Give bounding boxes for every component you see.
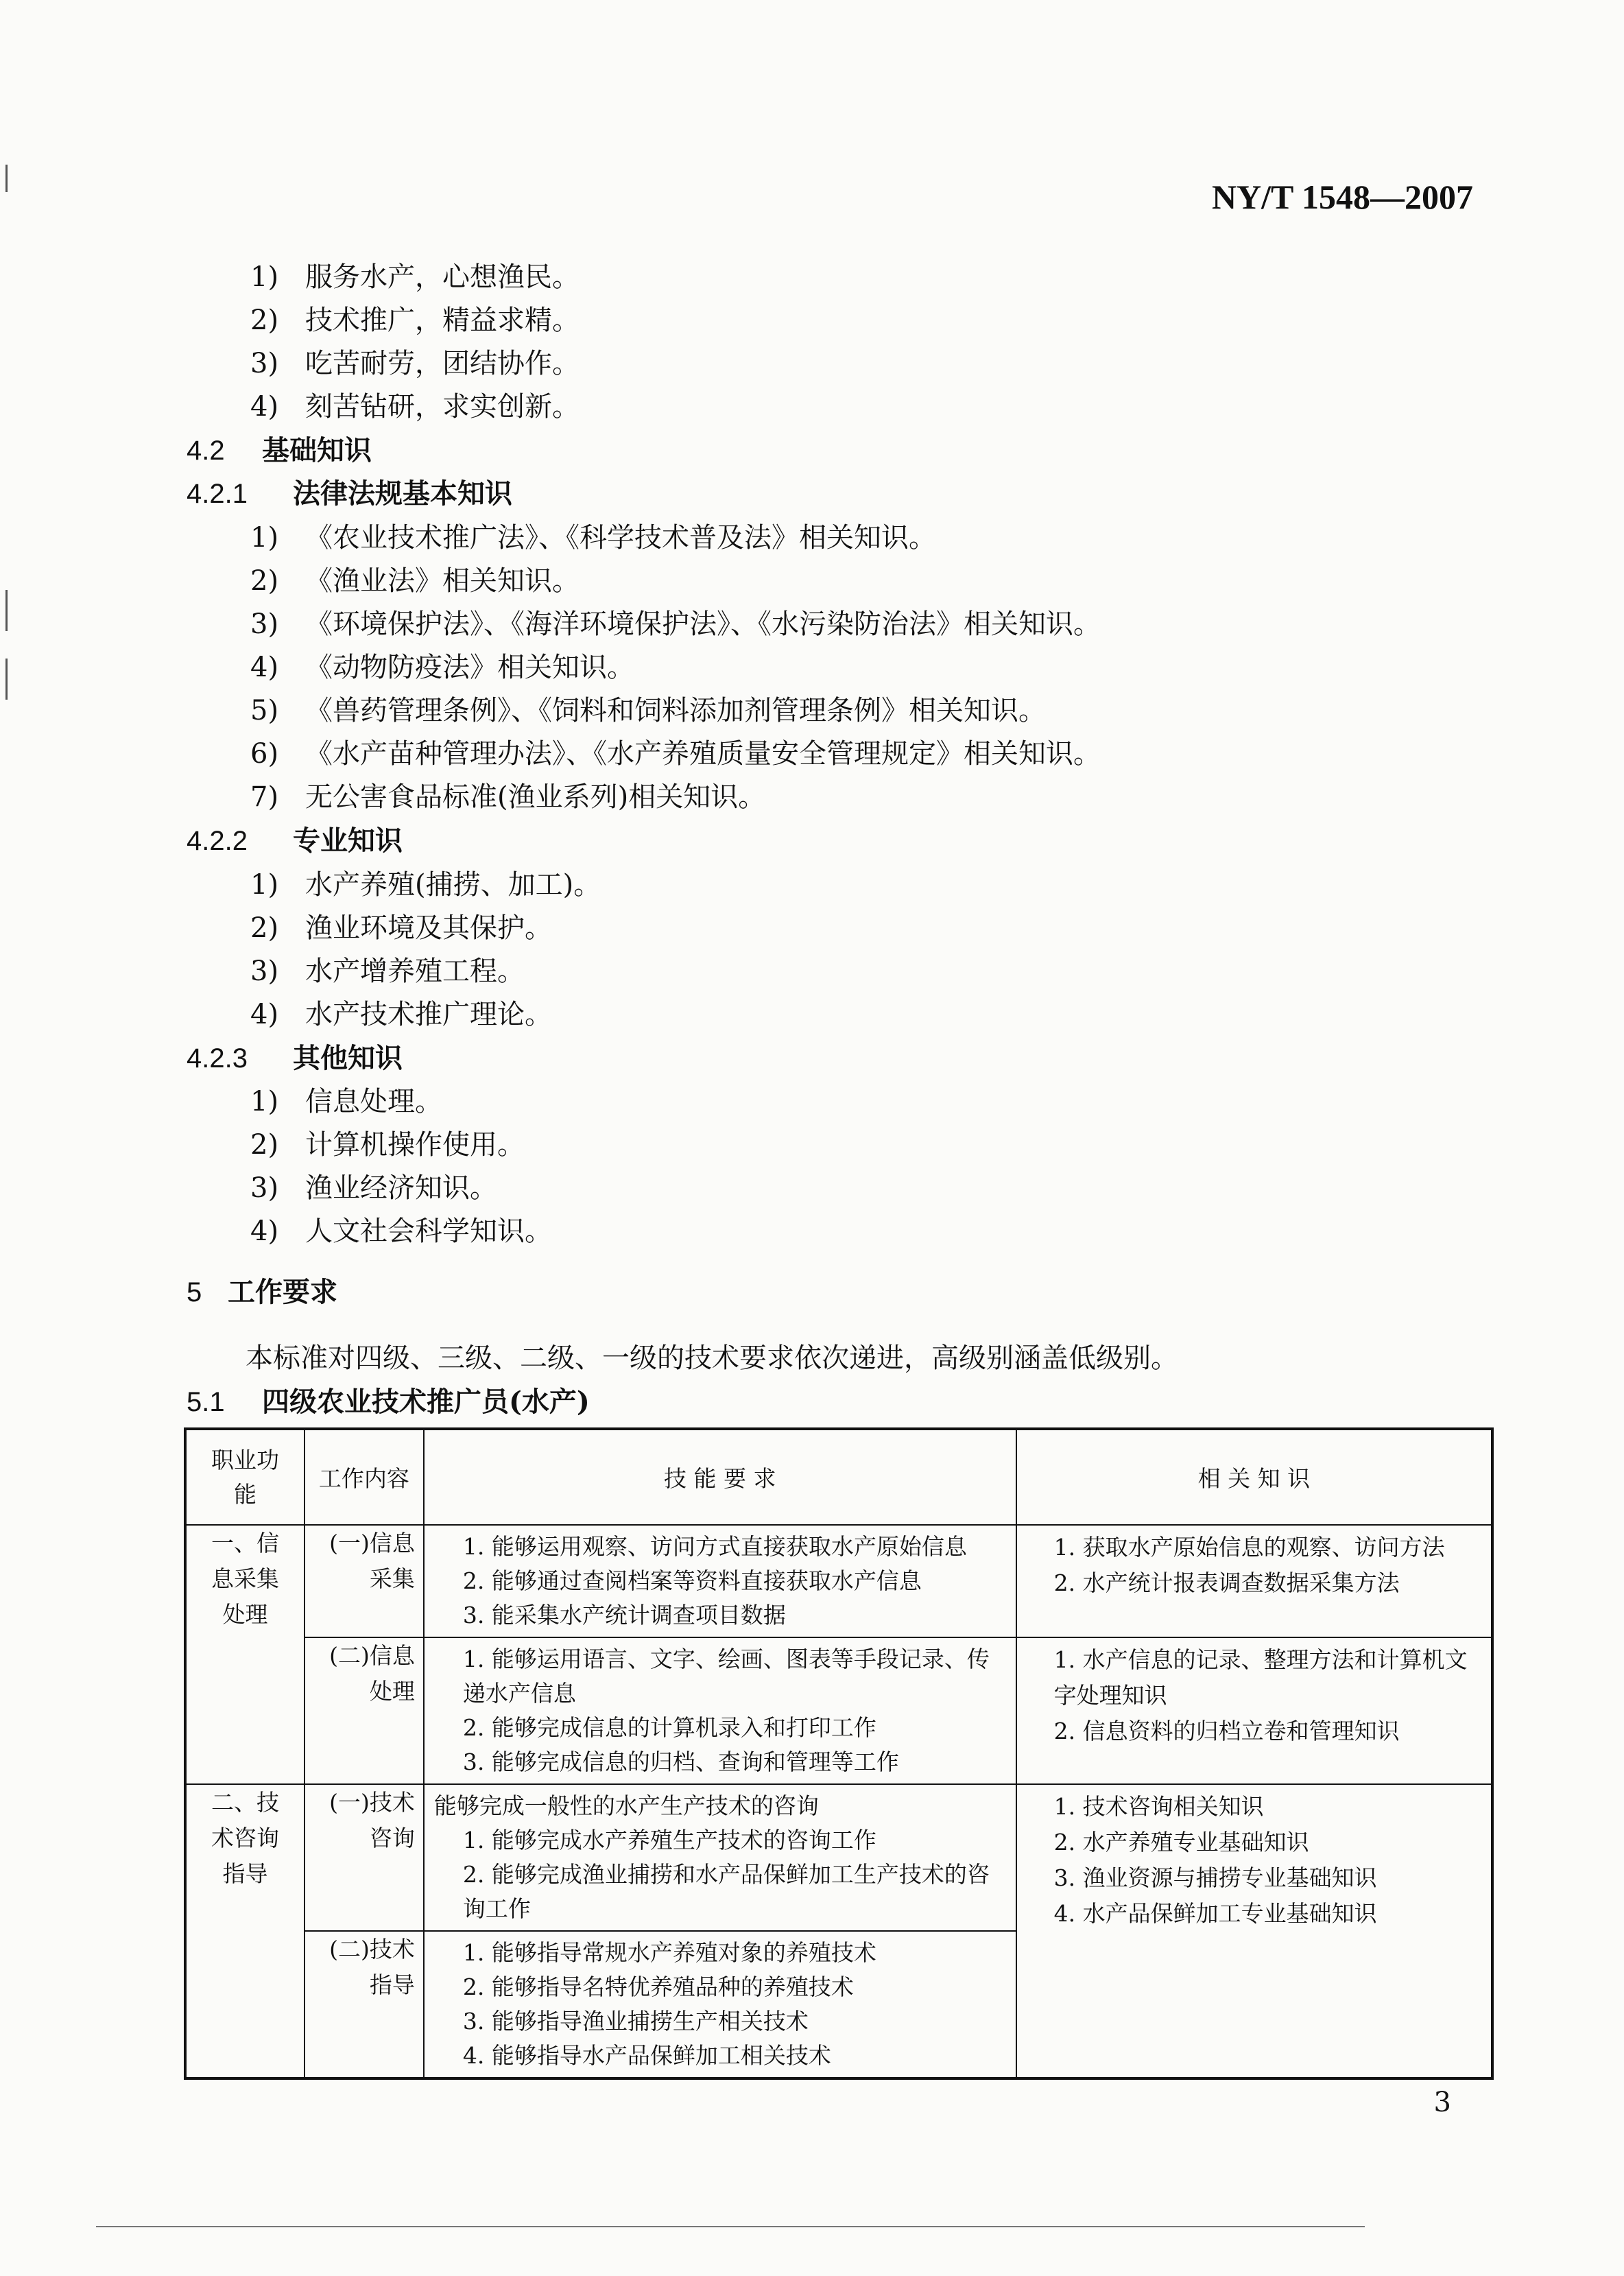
list-item: 4) 人文社会科学知识。	[250, 1216, 552, 1247]
standard-code: NY/T 1548—2007	[1211, 178, 1473, 216]
knowledge-cell: 1. 水产信息的记录、整理方法和计算机文字处理知识 2. 信息资料的归档立卷和管理知识	[1016, 1637, 1492, 1784]
func-cell: 二、技术咨询指导	[185, 1784, 304, 2078]
scan-margin-mark	[5, 659, 8, 700]
section-heading: 4.2.1 法律法规基本知识	[187, 477, 512, 510]
knowledge-cell: 1. 获取水产原始信息的观察、访问方法 2. 水产统计报表调查数据采集方法	[1016, 1525, 1492, 1637]
scan-margin-mark	[5, 590, 8, 631]
skill-cell: 1. 能够运用观察、访问方式直接获取水产原始信息 2. 能够通过查阅档案等资料直接获取水产信息 3. 能采集水产统计调查项目数据	[424, 1525, 1016, 1637]
skill-cell: 1. 能够指导常规水产养殖对象的养殖技术 2. 能够指导名特优养殖品种的养殖技术 3. 能够指导渔业捕捞生产相关技术 4. 能够指导水产品保鲜加工相关技术	[424, 1931, 1016, 2078]
skill-cell: 1. 能够运用语言、文字、绘画、图表等手段记录、传递水产信息 2. 能够完成信息的计算机录入和打印工作 3. 能够完成信息的归档、查询和管理等工作	[424, 1637, 1016, 1784]
knowledge-cell: 1. 技术咨询相关知识 2. 水产养殖专业基础知识 3. 渔业资源与捕捞专业基础知识 4. 水产品保鲜加工专业基础知识	[1016, 1784, 1492, 2078]
skill-cell: 能够完成一般性的水产生产技术的咨询 1. 能够完成水产养殖生产技术的咨询工作 2. 能够完成渔业捕捞和水产品保鲜加工生产技术的咨询工作	[424, 1784, 1016, 1931]
page-number: 3	[1433, 2087, 1451, 2118]
section-heading: 5 工作要求	[187, 1276, 337, 1308]
scan-margin-mark	[5, 165, 8, 192]
func-cell: 一、信息采集处理	[185, 1525, 304, 1784]
table-row	[185, 1637, 1492, 1784]
section-heading: 5.1 四级农业技术推广员(水产)	[187, 1386, 590, 1418]
list-item: 3) 《环境保护法》、《海洋环境保护法》、《水污染防治法》相关知识。	[250, 608, 1101, 640]
list-item: 2) 《渔业法》相关知识。	[250, 565, 580, 597]
list-item: 1) 水产养殖(捕捞、加工)。	[250, 869, 601, 901]
header-content: 工作内容	[304, 1429, 424, 1525]
content-cell: (一)技术咨询	[304, 1784, 424, 1931]
paragraph: 本标准对四级、三级、二级、一级的技术要求依次递进，高级别涵盖低级别。	[246, 1342, 1178, 1374]
list-item: 2) 渔业环境及其保护。	[250, 912, 552, 944]
header-know: 相 关 知 识	[1016, 1429, 1492, 1525]
list-item: 3) 吃苦耐劳，团结协作。	[250, 348, 580, 379]
list-item: 7) 无公害食品标准(渔业系列)相关知识。	[250, 781, 766, 813]
table-header-row	[185, 1429, 1492, 1525]
list-item: 5) 《兽药管理条例》、《饲料和饲料添加剂管理条例》相关知识。	[250, 695, 1046, 726]
table-row	[185, 1525, 1492, 1637]
section-heading: 4.2.2 专业知识	[187, 825, 403, 857]
content-cell: (二)信息处理	[304, 1637, 424, 1784]
list-item: 1) 信息处理。	[250, 1086, 442, 1117]
list-item: 3) 渔业经济知识。	[250, 1172, 497, 1204]
content-cell: (二)技术指导	[304, 1931, 424, 2078]
content-cell: (一)信息采集	[304, 1525, 424, 1637]
section-heading: 4.2 基础知识	[187, 434, 372, 466]
list-item: 4) 《动物防疫法》相关知识。	[250, 652, 634, 683]
list-item: 2) 技术推广，精益求精。	[250, 305, 580, 336]
footer-rule	[96, 2226, 1365, 2227]
list-item: 1) 《农业技术推广法》、《科学技术普及法》相关知识。	[250, 522, 936, 554]
list-item: 1) 服务水产，心想渔民。	[250, 261, 580, 293]
section-heading: 4.2.3 其他知识	[187, 1042, 403, 1074]
list-item: 4) 水产技术推广理论。	[250, 999, 552, 1030]
requirements-table	[184, 1427, 1494, 2080]
list-item: 6) 《水产苗种管理办法》、《水产养殖质量安全管理规定》相关知识。	[250, 738, 1101, 770]
list-item: 2) 计算机操作使用。	[250, 1129, 525, 1161]
list-item: 3) 水产增养殖工程。	[250, 956, 525, 987]
table-row	[185, 1784, 1492, 1931]
header-func: 职业功能	[185, 1429, 304, 1525]
header-skill: 技 能 要 求	[424, 1429, 1016, 1525]
list-item: 4) 刻苦钻研，求实创新。	[250, 391, 580, 423]
